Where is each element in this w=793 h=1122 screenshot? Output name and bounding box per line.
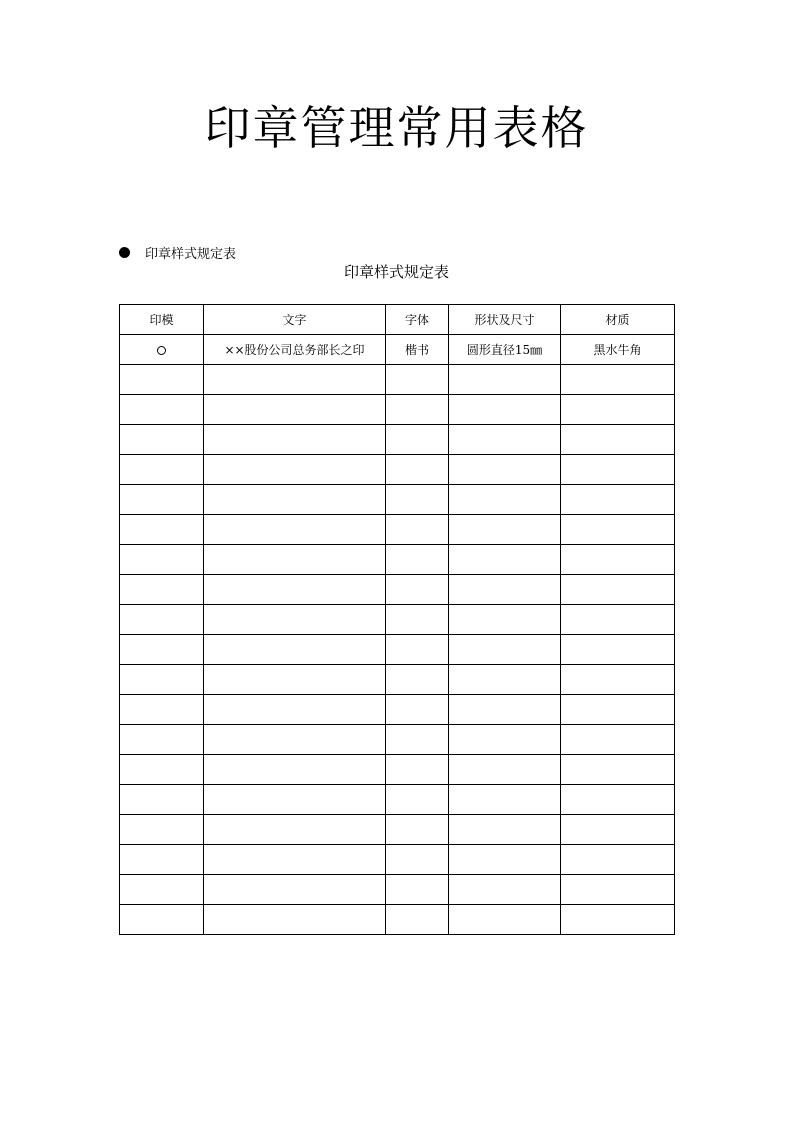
cell-text [204, 905, 386, 935]
cell-material [561, 605, 675, 635]
cell-shape-size [449, 665, 561, 695]
cell-font [386, 695, 449, 725]
table-row [120, 545, 675, 575]
cell-shape-size [449, 605, 561, 635]
cell-shape-size [449, 575, 561, 605]
cell-material [561, 365, 675, 395]
cell-seal-mark [120, 575, 204, 605]
cell-shape-size [449, 875, 561, 905]
cell-seal-mark [120, 335, 204, 365]
cell-seal-mark [120, 395, 204, 425]
cell-text [204, 605, 386, 635]
cell-text [204, 395, 386, 425]
cell-text [204, 875, 386, 905]
table-row [120, 485, 675, 515]
table-row [120, 785, 675, 815]
cell-font [386, 905, 449, 935]
cell-shape-size [449, 515, 561, 545]
cell-text [204, 635, 386, 665]
cell-material [561, 455, 675, 485]
table-row [120, 875, 675, 905]
cell-material [561, 395, 675, 425]
table-body [120, 335, 675, 935]
cell-font [386, 725, 449, 755]
cell-seal-mark [120, 755, 204, 785]
cell-font [386, 575, 449, 605]
table-row [120, 425, 675, 455]
cell-shape-size [449, 905, 561, 935]
circle-icon [157, 346, 166, 355]
cell-material [561, 425, 675, 455]
cell-shape-size [449, 545, 561, 575]
cell-seal-mark [120, 785, 204, 815]
cell-text [204, 725, 386, 755]
table-row [120, 665, 675, 695]
header-seal-mark: 印模 [120, 305, 204, 335]
cell-font [386, 545, 449, 575]
table-row [120, 335, 675, 365]
cell-seal-mark [120, 635, 204, 665]
cell-shape-size [449, 485, 561, 515]
cell-font [386, 635, 449, 665]
cell-material [561, 665, 675, 695]
cell-material [561, 575, 675, 605]
header-shape-size: 形状及尺寸 [449, 305, 561, 335]
cell-seal-mark [120, 875, 204, 905]
header-material: 材质 [561, 305, 675, 335]
cell-font [386, 815, 449, 845]
cell-text [204, 785, 386, 815]
cell-font [386, 455, 449, 485]
cell-shape-size [449, 365, 561, 395]
table-row [120, 605, 675, 635]
page-title: 印章管理常用表格 [204, 101, 589, 155]
cell-font [386, 785, 449, 815]
cell-material [561, 845, 675, 875]
table-row [120, 845, 675, 875]
cell-text [204, 545, 386, 575]
cell-seal-mark [120, 605, 204, 635]
cell-material [561, 725, 675, 755]
cell-text [204, 365, 386, 395]
cell-text [204, 815, 386, 845]
cell-seal-mark [120, 815, 204, 845]
cell-shape-size [449, 725, 561, 755]
table-row [120, 755, 675, 785]
cell-text [204, 665, 386, 695]
cell-font [386, 755, 449, 785]
cell-text [204, 575, 386, 605]
cell-font [386, 665, 449, 695]
cell-shape-size [449, 785, 561, 815]
cell-material [561, 755, 675, 785]
cell-font [386, 365, 449, 395]
cell-material [561, 785, 675, 815]
cell-material [561, 875, 675, 905]
cell-shape-size [449, 755, 561, 785]
cell-shape-size [449, 845, 561, 875]
cell-material [561, 545, 675, 575]
table-row [120, 815, 675, 845]
cell-material [561, 905, 675, 935]
cell-shape-size [449, 695, 561, 725]
table-header-row [120, 305, 675, 335]
cell-shape-size [449, 455, 561, 485]
cell-shape-size [449, 425, 561, 455]
cell-seal-mark [120, 515, 204, 545]
cell-seal-mark [120, 545, 204, 575]
cell-font [386, 875, 449, 905]
table-row [120, 725, 675, 755]
cell-material: 黑水牛角 [561, 335, 675, 365]
cell-shape-size: 圆形直径15㎜ [449, 335, 561, 365]
cell-material [561, 695, 675, 725]
cell-text [204, 485, 386, 515]
cell-material [561, 815, 675, 845]
cell-material [561, 515, 675, 545]
cell-seal-mark [120, 905, 204, 935]
cell-font [386, 605, 449, 635]
cell-shape-size [449, 635, 561, 665]
cell-material [561, 635, 675, 665]
cell-font [386, 845, 449, 875]
cell-font: 楷书 [386, 335, 449, 365]
header-text: 文字 [204, 305, 386, 335]
cell-text [204, 515, 386, 545]
table-row [120, 395, 675, 425]
cell-seal-mark [120, 365, 204, 395]
cell-seal-mark [120, 455, 204, 485]
cell-font [386, 485, 449, 515]
cell-seal-mark [120, 695, 204, 725]
cell-text: ××股份公司总务部长之印 [204, 335, 386, 365]
section-heading [119, 242, 236, 262]
cell-text [204, 845, 386, 875]
table-row [120, 515, 675, 545]
table-row [120, 905, 675, 935]
cell-seal-mark [120, 845, 204, 875]
cell-seal-mark [120, 725, 204, 755]
cell-font [386, 515, 449, 545]
cell-text [204, 425, 386, 455]
table-row [120, 575, 675, 605]
cell-text [204, 455, 386, 485]
cell-seal-mark [120, 485, 204, 515]
cell-text [204, 695, 386, 725]
cell-seal-mark [120, 665, 204, 695]
table-row [120, 365, 675, 395]
cell-shape-size [449, 395, 561, 425]
cell-text [204, 755, 386, 785]
cell-seal-mark [120, 425, 204, 455]
cell-shape-size [449, 815, 561, 845]
table-row [120, 455, 675, 485]
section-heading-label: 印章样式规定表 [145, 246, 237, 262]
table-row [120, 695, 675, 725]
cell-font [386, 395, 449, 425]
header-font: 字体 [386, 305, 449, 335]
bullet-icon [119, 247, 130, 258]
seal-style-table [119, 304, 675, 935]
table-caption: 印章样式规定表 [343, 263, 449, 281]
table-row [120, 635, 675, 665]
cell-font [386, 425, 449, 455]
cell-material [561, 485, 675, 515]
